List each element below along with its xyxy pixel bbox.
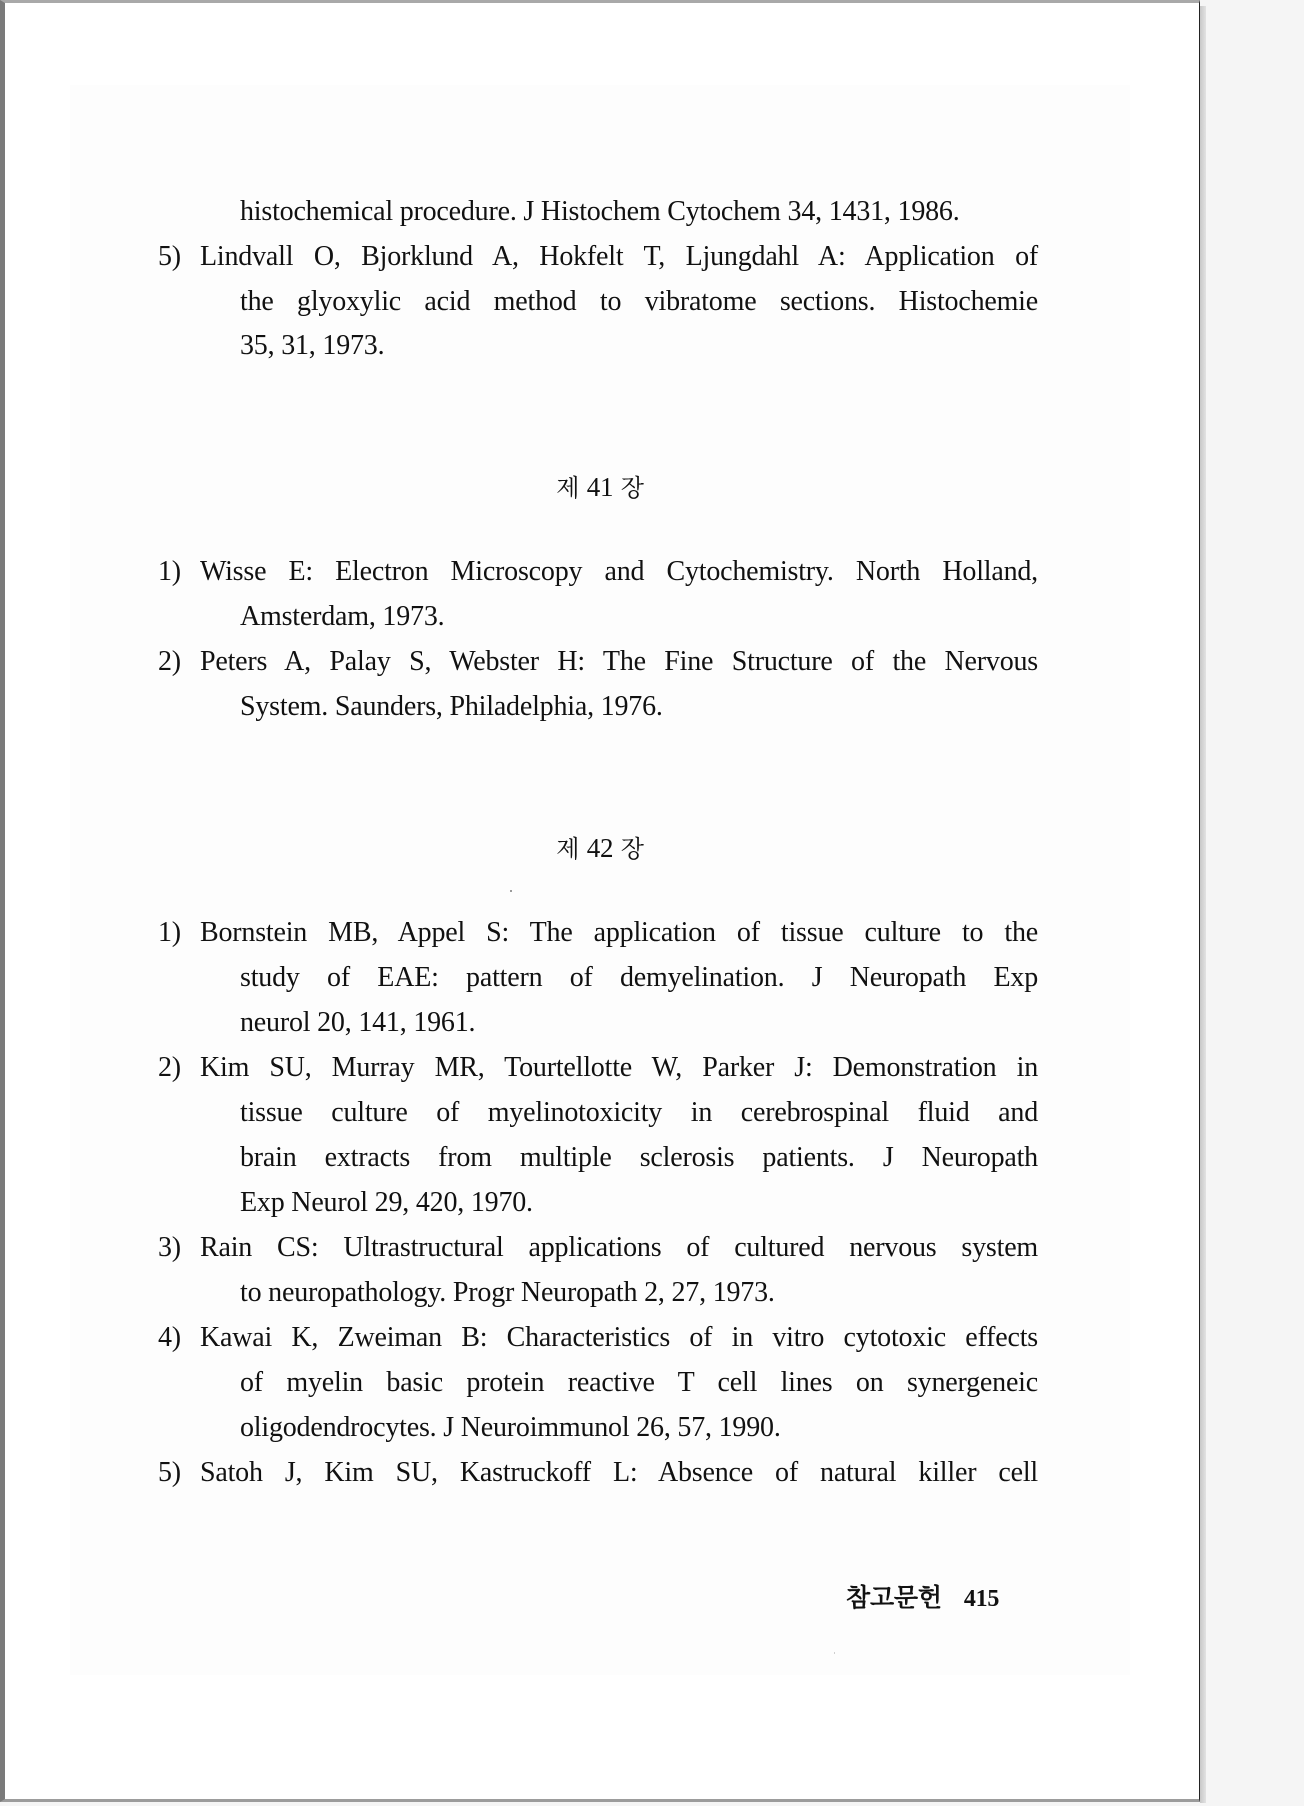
reference-continuation-line: 35, 31, 1973. (240, 330, 385, 361)
reference-continuation-line: tissue culture of myelinotoxicity in cerebrospinal fluid and (240, 1097, 1038, 1128)
scan-speck (510, 890, 512, 892)
chapter-suffix: 장 (620, 835, 644, 863)
page-number: 415 (963, 1586, 1000, 1612)
reference-first-line: Lindvall O, Bjorklund A, Hokfelt T, Ljungdahl A: Application of (200, 241, 1038, 272)
chapter-number: 41 (586, 472, 614, 502)
chapter-prefix: 제 (556, 835, 580, 863)
reference-continuation-line: to neuropathology. Progr Neuropath 2, 27, 1973. (240, 1277, 775, 1308)
page-edge-shadow (1200, 6, 1206, 1803)
reference-continuation-line: neurol 20, 141, 1961. (240, 1007, 476, 1038)
running-footer-title: 참고문헌 (846, 1583, 942, 1612)
reference-number: 1) (158, 917, 181, 948)
reference-first-line: Peters A, Palay S, Webster H: The Fine Structure of the Nervous (200, 646, 1038, 677)
chapter-number: 42 (586, 833, 614, 863)
reference-continuation-line: oligodendrocytes. J Neuroimmunol 26, 57, 1990. (240, 1412, 781, 1443)
reference-number: 4) (158, 1322, 181, 1353)
reference-first-line: Bornstein MB, Appel S: The application of tissue culture to the (200, 917, 1038, 948)
reference-number: 2) (158, 646, 181, 677)
reference-first-line: Kawai K, Zweiman B: Characteristics of in vitro cytotoxic effects (200, 1322, 1038, 1353)
reference-continuation-line: the glyoxylic acid method to vibratome sections. Histochemie (240, 286, 1038, 317)
chapter-prefix: 제 (556, 474, 580, 502)
chapter-suffix: 장 (620, 474, 644, 502)
reference-continuation-line: of myelin basic protein reactive T cell lines on synergeneic (240, 1367, 1038, 1398)
chapter-heading-42 (0, 829, 1200, 864)
reference-continuation-line: Exp Neurol 29, 420, 1970. (240, 1187, 533, 1218)
reference-first-line: Kim SU, Murray MR, Tourtellotte W, Parker J: Demonstration in (200, 1052, 1038, 1083)
reference-first-line: Rain CS: Ultrastructural applications of cultured nervous system (200, 1232, 1038, 1263)
reference-continuation-line: histochemical procedure. J Histochem Cytochem 34, 1431, 1986. (240, 196, 960, 227)
reference-continuation-line: brain extracts from multiple sclerosis patients. J Neuropath (240, 1142, 1038, 1173)
reference-continuation-line: study of EAE: pattern of demyelination. J Neuropath Exp (240, 962, 1038, 993)
reference-number: 5) (158, 1457, 181, 1488)
page-footer (846, 1578, 999, 1614)
reference-number: 2) (158, 1052, 181, 1083)
reference-number: 3) (158, 1232, 181, 1263)
reference-continuation-line: System. Saunders, Philadelphia, 1976. (240, 691, 663, 722)
reference-first-line: Wisse E: Electron Microscopy and Cytochemistry. North Holland, (200, 556, 1038, 587)
reference-number: 1) (158, 556, 181, 587)
reference-continuation-line: Amsterdam, 1973. (240, 601, 445, 632)
chapter-heading-41 (0, 468, 1200, 503)
reference-number: 5) (158, 241, 181, 272)
reference-first-line: Satoh J, Kim SU, Kastruckoff L: Absence of natural killer cell (200, 1457, 1038, 1488)
scan-speck (834, 1652, 835, 1654)
